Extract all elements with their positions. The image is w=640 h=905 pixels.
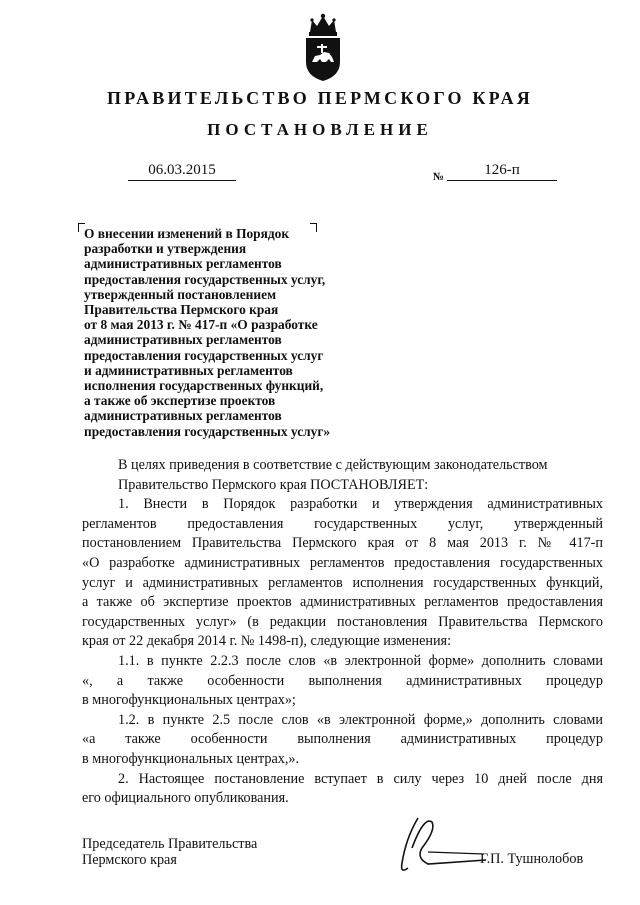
- body-line: государственных услуг» (в редакции постановления Правительства Пермского: [82, 613, 603, 630]
- subject-line: предоставления государственных услуг»: [84, 423, 331, 439]
- subject-line: предоставления государственных услуг,: [84, 271, 326, 287]
- body-line: услуг и административных регламентов исполнения государственных функций,: [82, 574, 603, 591]
- subject-line: разработки и утверждения: [84, 241, 247, 257]
- subject-line: исполнения государственных функций,: [84, 378, 324, 394]
- subject-line: утвержденный постановлением: [84, 286, 277, 302]
- document-body: [82, 456, 603, 809]
- coat-of-arms-icon: [300, 12, 346, 82]
- body-line: В целях приведения в соответствие с действующим законодательством: [118, 457, 548, 473]
- subject-line: от 8 мая 2013 г. № 417-п «О разработке: [84, 317, 318, 333]
- body-line: края от 22 декабря 2014 г. № 1498-п), следующие изменения:: [82, 633, 452, 650]
- number-label: №: [433, 171, 445, 183]
- body-line: «О разработке административных регламентов предоставления государственных: [82, 554, 603, 571]
- body-line: в многофункциональных центрах»;: [82, 692, 296, 709]
- document-number: 126-п: [447, 162, 557, 181]
- body-line: регламентов предоставления государственных услуг, утвержденный: [82, 515, 603, 532]
- body-line: его официального опубликования.: [82, 790, 289, 807]
- body-line: 1.2. в пункте 2.5 после слов «в электронной форме,» дополнить словами: [118, 711, 603, 728]
- organization-title: ПРАВИТЕЛЬСТВО ПЕРМСКОГО КРАЯ: [107, 88, 533, 108]
- subject-line: и административных регламентов: [84, 362, 293, 378]
- signatory-title-line: Председатель Правительства: [82, 836, 258, 852]
- body-line: 1. Внести в Порядок разработки и утверждения административных: [118, 496, 603, 513]
- body-line: «а также особенности выполнения административных процедур: [82, 731, 603, 748]
- signatory-name: Г.П. Тушнолобов: [480, 851, 584, 867]
- body-line: Правительство Пермского края ПОСТАНОВЛЯЕТ:: [118, 476, 429, 493]
- body-line: 2. Настоящее постановление вступает в силу через 10 дней после дня: [118, 770, 603, 787]
- subject-line: предоставления государственных услуг: [84, 347, 324, 363]
- subject-line: Правительства Пермского края: [84, 302, 279, 318]
- subject-line: О внесении изменений в Порядок: [84, 226, 290, 241]
- body-line: а также об экспертизе проектов административных регламентов предоставления: [82, 594, 603, 611]
- document-type: ПОСТАНОВЛЕНИЕ: [207, 120, 433, 139]
- body-line: в многофункциональных центрах,».: [82, 750, 300, 767]
- subject-line: а также об экспертизе проектов: [84, 393, 276, 409]
- signatory-title-line: Пермского края: [82, 852, 177, 868]
- subject-line: административных регламентов: [84, 256, 282, 272]
- subject-line: административных регламентов: [84, 332, 282, 348]
- body-line: «, а также особенности выполнения административных процедур: [82, 672, 603, 689]
- body-line: 1.1. в пункте 2.2.3 после слов «в электронной форме» дополнить словами: [118, 652, 603, 669]
- subject-line: административных регламентов: [84, 408, 282, 424]
- signatory-title: [82, 836, 257, 868]
- document-date: 06.03.2015: [128, 162, 236, 181]
- body-line: постановлением Правительства Пермского края от 8 мая 2013 г. № 417-п: [82, 535, 603, 552]
- document-subject: [84, 226, 384, 439]
